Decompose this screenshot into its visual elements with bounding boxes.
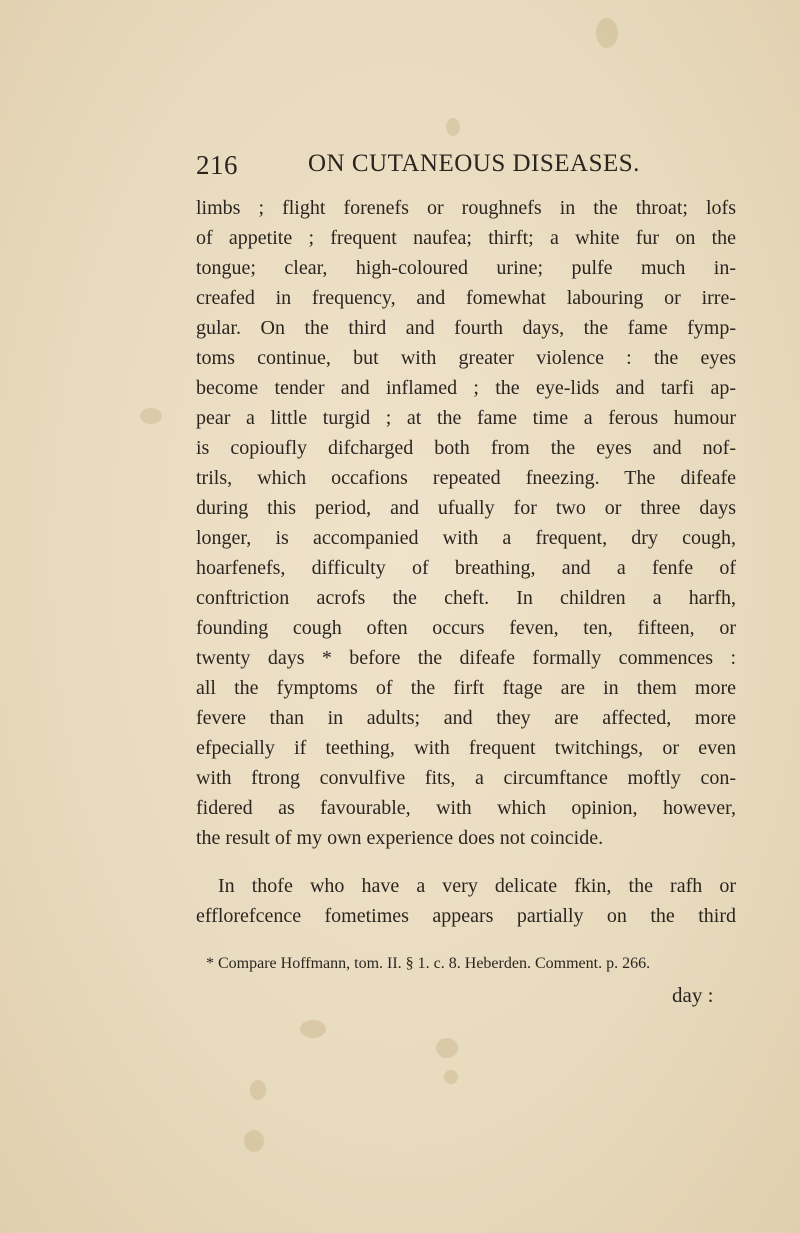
foxing-stain <box>244 1130 264 1152</box>
text-line: during this period, and ufually for two or three days <box>196 497 736 519</box>
paragraph-1 <box>196 193 736 853</box>
foxing-stain <box>436 1038 458 1058</box>
text-line: founding cough often occurs feven, ten, fifteen, or <box>196 617 736 639</box>
text-line: efpecially if teething, with frequent twitchings, or even <box>196 737 736 759</box>
foxing-stain <box>140 408 162 424</box>
footnote: * Compare Hoffmann, tom. II. § 1. c. 8. Heberden. Comment. p. 266. <box>206 955 651 972</box>
text-line: fevere than in adults; and they are affected, more <box>196 707 736 729</box>
text-line: trils, which occafions repeated fneezing. The difeafe <box>196 467 736 489</box>
text-line: toms continue, but with greater violence : the eyes <box>196 347 736 369</box>
text-line: hoarfenefs, difficulty of breathing, and a fenfe of <box>196 557 736 579</box>
text-line: longer, is accompanied with a frequent, dry cough, <box>196 527 736 549</box>
foxing-stain <box>596 18 618 48</box>
foxing-stain <box>444 1070 458 1084</box>
text-line: twenty days * before the difeafe formally commences : <box>196 647 736 669</box>
page-number: 216 <box>196 150 238 180</box>
text-line: tongue; clear, high-coloured urine; pulfe much in- <box>196 257 736 279</box>
text-line: In thofe who have a very delicate fkin, the rafh or <box>218 875 736 897</box>
foxing-stain <box>446 118 460 136</box>
catchword: day : <box>672 983 714 1007</box>
text-line: the result of my own experience does not coincide. <box>196 827 604 849</box>
text-line: fidered as favourable, with which opinion, however, <box>196 797 736 819</box>
foxing-stain <box>300 1020 326 1038</box>
text-line: limbs ; flight forenefs or roughnefs in the throat; lofs <box>196 197 736 219</box>
text-line: of appetite ; frequent naufea; thirft; a white fur on the <box>196 227 736 249</box>
text-line: efflorefcence fometimes appears partially on the third <box>196 905 736 927</box>
text-line: with ftrong convulfive fits, a circumftance moftly con- <box>196 767 736 789</box>
paragraph-2 <box>196 871 736 931</box>
text-line: conftriction acrofs the cheft. In children a harfh, <box>196 587 736 609</box>
text-line: all the fymptoms of the firft ftage are in them more <box>196 677 736 699</box>
running-title: ON CUTANEOUS DISEASES. <box>308 150 640 177</box>
foxing-stain <box>250 1080 266 1100</box>
page-header <box>196 146 736 186</box>
text-line: creafed in frequency, and fomewhat labouring or irre- <box>196 287 736 309</box>
text-line: is copioufly difcharged both from the eyes and nof- <box>196 437 736 459</box>
text-line: pear a little turgid ; at the fame time a ferous humour <box>196 407 736 429</box>
text-line: gular. On the third and fourth days, the fame fymp- <box>196 317 736 339</box>
text-line: become tender and inflamed ; the eye-lids and tarfi ap- <box>196 377 736 399</box>
